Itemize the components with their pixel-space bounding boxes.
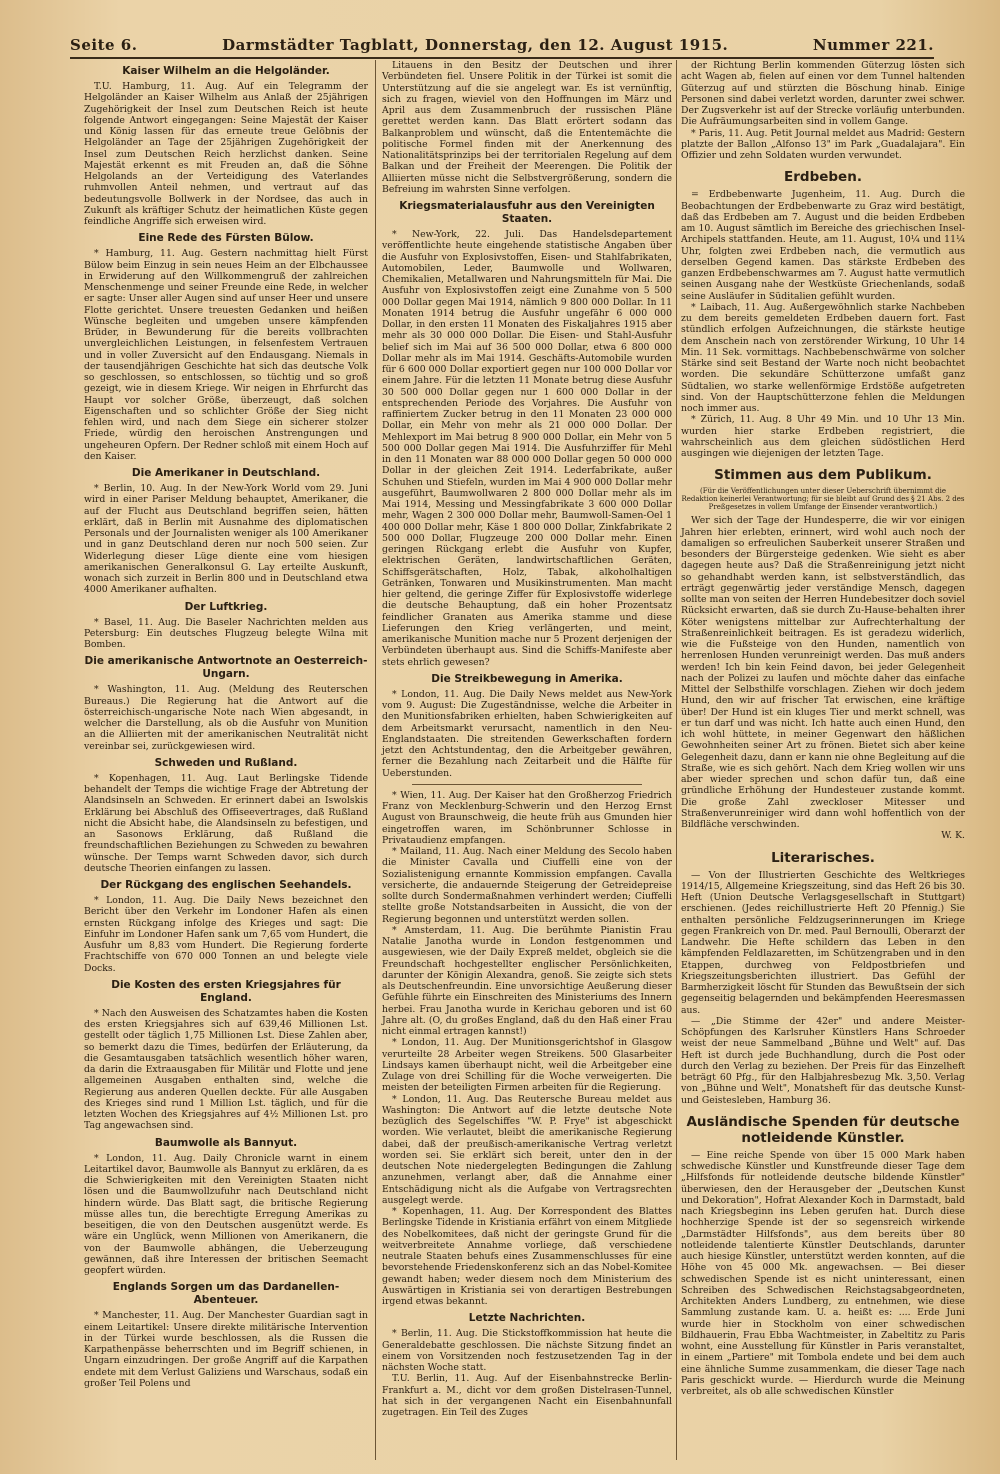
column-2 bbox=[382, 60, 672, 1418]
article-headline: Die Kosten des ersten Kriegsjahres für England. bbox=[111, 978, 341, 1004]
article-paragraph: * Basel, 11. Aug. Die Baseler Nachrichten melden aus Petersburg: Ein deutsches Flugzeug belegte Wilna mit Bomben. bbox=[84, 616, 368, 650]
article-paragraph: * Wien, 11. Aug. Der Kaiser hat den Großherzog Friedrich Franz von Mecklenburg-Schwerin und den Herzog Ernst August von Braunschweig, die heute früh aus Gmunden hier eingetroffen waren, im Schönbrunner Schlosse in Privataudienz empfangen. bbox=[382, 789, 672, 846]
article-headline: Stimmen aus dem Publikum. bbox=[714, 467, 932, 484]
article-headline: Schweden und Rußland. bbox=[154, 756, 298, 769]
article-paragraph: — Eine reiche Spende von über 15 000 Mark haben schwedische Künstler und Kunstfreunde dieser Tage dem „Hilfsfonds für notleidende deutsche bildende Künstler" überwiesen, den der Herausgeber der „Deutschen Kunst und Dekoration", Hofrat Alexander Koch in Darmstadt, bald nach Kriegsbeginn ins Leben gerufen hat. Durch diese hochherzige Spende ist der so segensreich wirkende „Darmstädter Hilfsfonds", aus dem bereits über 80 notleidende talentierte Künstler Deutschlands, darunter auch hiesige Künstler, unterstützt werden konnten, auf die Höhe von 45 000 Mk. angewachsen. — Bei dieser schwedischen Spende ist es nicht uninteressant, einen Schreiben des Schwedischen Reichstagsabgeordneten, Architekten Anders Lundberg, zu entnehmen, wie diese Sammlung zustande kam. U. a. heißt es: .... Erde Juni wurde hier in Stockholm von einer schwedischen Bildhauerin, Frau Ebba Wachtmeister, in Zabeltitz zu Paris wohnt, eine Ausstellung für Künstler in Paris veranstaltet, in einem „Partiere" mit Tombola endete und bei dem auch eine ähnliche Summe zusammenkam, die dieser Tage nach Paris geschickt wurde. — Hierdurch wurde die Meinung verbreitet, als ob alle schwedischen Künstler bbox=[681, 1149, 965, 1397]
newspaper-title: Darmstädter Tagblatt, Donnerstag, den 12. August 1915. bbox=[222, 36, 729, 54]
article-paragraph: * Zürich, 11. Aug. 8 Uhr 49 Min. und 10 Uhr 13 Min. wurden hier starke Erdbeben registriert, die wahrscheinlich aus dem gleichen südöstlichen Herd ausgingen wie diejenigen der letzten Tage. bbox=[681, 414, 965, 459]
article-headline: Kaiser Wilhelm an die Helgoländer. bbox=[122, 65, 330, 77]
article-headline: Englands Sorgen um das Dardanellen-Abenteuer. bbox=[112, 1281, 340, 1307]
article-paragraph: Litauens in den Besitz der Deutschen und ihrer Verbündeten fiel. Unsere Politik in der Türkei ist somit die Unterstützung auf die sie angelegt war. Es ist vernünftig, sich zu fragen, wieviel von den Hoffnungen im März und April aus dem Zusammenbruch der russischen Pläne gerettet werden kann. Das Blatt erörtert sodann das Balkanproblem und wünscht, daß die Ententemächte die politische Formel finden mit der Anerkennung des Nationalitätsprinzips bei der territorialen Regelung auf dem Balkan und der Freiheit der Meerengen. Die Politik der Alliierten müsse nicht die Selbstvergrößerung, sondern die Befreiung im wahrsten Sinne verfolgen. bbox=[382, 60, 672, 195]
article-headline: Kriegsmaterialausfuhr aus den Vereinigten Staaten. bbox=[399, 200, 655, 225]
article-paragraph: * Hamburg, 11. Aug. Gestern nachmittag hielt Fürst Bülow beim Einzug in sein neues Heim an der Elbchaussee in Erwiderung auf den Willkommengruß der zahlreichen Menschenmenge und seiner Freunde eine Rede, in welcher er sagte: Unser aller Augen sind auf unser Heer und unsere Flotte gerichtet. Unsere treuesten Gedanken und heißen Wünsche begleiten und umgeben unsere kämpfenden Brüder, in Bewunderung für die bereits vollbrachten unvergleichlichen Leistungen, in felsenfestem Vertrauen und in voller Zuversicht auf den Endausgang. Niemals in der tausendjährigen Geschichte hat sich das deutsche Volk so geschlossen, so entschlossen, so tüchtig und so groß gezeigt, wie in diesem Kriege. Wir neigen in Ehrfurcht das Haupt vor solcher Größe, überzeugt, daß solchen Eigenschaften und so schlichter Größe der Sieg nicht fehlen wird, und nach dem Siege ein sicherer stolzer Friede, würdig den heroischen Anstrengungen und ungeheuren Opfern. Der Redner schloß mit einem Hoch auf den Kaiser. bbox=[84, 248, 368, 462]
article-paragraph: * Manchester, 11. Aug. Der Manchester Guardian sagt in einem Leitartikel: Unsere direkte militärische Intervention in der Türkei wurde beschlossen, als die Russen die Karpathenpässe beherrschten und im Begriff schienen, in Ungarn einzudringen. Der große Angriff auf die Karpathen endete mit dem Verlust Galiziens und Warschaus, sodaß ein großer Teil Polens und bbox=[84, 1310, 368, 1389]
article-paragraph: * Amsterdam, 11. Aug. Die berühmte Pianistin Frau Natalie Janotha wurde in London festgenommen und ausgewiesen, wie der Daily Expreß meldet, obgleich sie die Freundschaft hochgestellter englischer Persönlichkeiten, darunter der Königin Alexandra, genoß. Sie zeigte sich stets als Deutschenfreundin. Eine unvorsichtige Aeußerung dieser Gefühle führte ein Einschreiten des Ministeriums des Innern herbei. Frau Janotha wurde in Kerichau geboren und ist 60 Jahre alt. (O, du großes England, daß du den Haß einer Frau nicht einmal ertragen kannst!) bbox=[382, 924, 672, 1037]
article-paragraph: * Mailand, 11. Aug. Nach einer Meldung des Secolo haben die Minister Cavalla und Ciuffelli eine von der Sozialistenigung ernannte Kommission empfangen. Cavalla versicherte, die andauernde Steigerung der Getreidepreise sollte durch Sondermaßnahmen verhindert werden; Ciuffelli stellte große Notstandsarbeiten in Aussicht, die von der Regierung begonnen und unterstützt werden sollen. bbox=[382, 846, 672, 925]
article-paragraph: — Von der Illustrierten Geschichte des Weltkrieges 1914/15, Allgemeine Kriegszeitung, sind das Heft 26 bis 30. Heft (Union Deutsche Verlagsgesellschaft in Stuttgart) erschienen. (Jedes reichillustrierte Heft 20 Pfennig.) Sie enthalten persönliche Feldzugserinnerungen im Kriege gegen Frankreich von Dr. med. Paul Bernoulli, Oberarzt der Landwehr. Die Hefte schildern das Leben in den kämpfenden Feldlazaretten, im Schützengraben und in den Etappen, durchweg von Feldpostbriefen und Kriegszeitungsberichten illustriert. Das Gefühl der Barmherzigkeit löscht für Stunden das Bewußtsein der sich gegenseitig belagernden und bekämpfenden Heeresmassen aus. bbox=[681, 869, 965, 1016]
article-headline: Die Amerikaner in Deutschland. bbox=[131, 467, 321, 479]
article-paragraph: * London, 11. Aug. Die Daily News meldet aus New-York vom 9. August: Die Zugeständnisse, welche die Arbeiter in den Munitionsfabriken erhielten, haben Schwierigkeiten auf dem Arbeitsmarkt verursacht, namentlich in den Neu-Englandstaaten. Die streitenden Gewerkschaften fordern jetzt den Achtstundentag, den die Arbeitgeber gewähren, ferner die Bezahlung nach Zeitarbeit und die Hälfte für Ueberstunden. bbox=[382, 688, 672, 779]
article-paragraph: * London, 11. Aug. Die Daily News bezeichnet den Bericht über den Verkehr im Londoner Hafen als einen ernsten Rückgang infolge des Krieges und sagt: Die Einfuhr im Londoner Hafen sank um 7,65 vom Hundert, die Ausfuhr um 8,83 vom Hundert. Die Regierung forderte Frachtschiffe von 670 000 Tonnen an und belegte viele Docks. bbox=[84, 895, 368, 974]
article-paragraph: * Berlin, 10. Aug. In der New-York World vom 29. Juni wird in einer Pariser Meldung behauptet, Amerikaner, die auf der Flucht aus Deutschland begriffen seien, hätten erklärt, daß in Berlin mit Ausnahme des diplomatischen Personals und der Journalisten weniger als 100 Amerikaner und in ganz Deutschland deren nur noch 500 seien. Zur Widerlegung dieser Lüge diente eine vom hiesigen amerikanischen Generalkonsul G. Lay erteilte Auskunft, wonach sich zurzeit in Berlin 800 und in Deutschland etwa 4000 Amerikaner aufhalten. bbox=[84, 483, 368, 596]
article-paragraph: * Paris, 11. Aug. Petit Journal meldet aus Madrid: Gestern platzte der Ballon „Alfonso 13" im Park „Guadalajara". Ein Offizier und zehn Soldaten wurden verwundet. bbox=[681, 127, 965, 161]
article-headline: Baumwolle als Bannyut. bbox=[154, 1136, 298, 1149]
article-separator bbox=[412, 784, 642, 785]
article-headline: Der Rückgang des englischen Seehandels. bbox=[100, 879, 352, 891]
article-headline: Literarisches. bbox=[771, 849, 875, 866]
article-headline: Erdbeben. bbox=[784, 169, 862, 186]
issue-number: Nummer 221. bbox=[812, 36, 934, 54]
article-paragraph: T.U. Hamburg, 11. Aug. Auf ein Telegramm der Helgoländer an Kaiser Wilhelm aus Anlaß der 25jährigen Zugehörigkeit der Insel zum Deutschen Reich ist heute folgende Antwort eingegangen: Seine Majestät der Kaiser und König lassen für das erneute treue Gelöbnis der Helgoländer an Tage der 25jährigen Zugehörigkeit der Insel zum Deutschen Reich herzlichst danken. Seine Majestät erkennt es mit Freuden an, daß die Söhne Helgolands an der Verteidigung des Vaterlandes ruhmvollen Anteil nehmen, und vertraut auf das bedeutungsvolle Bollwerk in der Nordsee, das auch in Zukunft als kräftiger Schutz der heimatlichen Küste gegen feindliche Angriffe sich erweisen wird. bbox=[84, 81, 368, 227]
article-headline: Die amerikanische Antwortnote an Oesterreich-Ungarn. bbox=[84, 655, 368, 681]
column-rule bbox=[375, 60, 376, 1460]
article-paragraph: * Berlin, 11. Aug. Die Stickstoffkommission hat heute die Generaldebatte geschlossen. Die nächste Sitzung findet an einem von Vorsitzenden noch festzusetzenden Tag in der nächsten Woche statt. bbox=[382, 1328, 672, 1373]
column-rule bbox=[676, 60, 677, 1460]
article-paragraph: * Washington, 11. Aug. (Meldung des Reuterschen Bureaus.) Die Regierung hat die Antwort auf die österreichisch-ungarische Note nach Wien abgesandt, in welcher die Darstellung, als ob die Ausfuhr von Munition an die Alliierten mit der amerikanischen Neutralität nicht vereinbar sei, zurückgewiesen wird. bbox=[84, 684, 368, 752]
article-headline: Letzte Nachrichten. bbox=[468, 1312, 586, 1325]
article-paragraph: * Kopenhagen, 11. Aug. Der Korrespondent des Blattes Berlingske Tidende in Kristiania erfährt von einem Mitgliede des Nobelkomitees, daß nicht der geringste Grund für die weitverbreitete Annahme vorliege, daß verschiedene neutrale Staaten behufs eines Zusammenschlusses für eine bevorstehende Friedenskonferenz sich an das Nobel-Komitee gewandt haben; weder diesem noch dem Ministerium des Auswärtigen in Kristiania sei von derartigen Bestrebungen irgend etwas bekannt. bbox=[382, 1206, 672, 1307]
column-3 bbox=[681, 60, 965, 1397]
editorial-note: (Für die Veröffentlichungen unter dieser Ueberschrift übernimmt die Redaktion keinerlei Verantwortung; für sie bleibt auf Grund des § 21 Abs. 2 des Preßgesetzes in vollem Umfange der Einsender verantwortlich.) bbox=[681, 487, 965, 512]
article-headline: Der Luftkrieg. bbox=[184, 600, 268, 613]
article-paragraph: T.U. Berlin, 11. Aug. Auf der Eisenbahnstrecke Berlin-Frankfurt a. M., dicht vor dem großen Distelrasen-Tunnel, hat sich in der vergangenen Nacht ein Eisenbahnunfall zugetragen. Ein Teil des Zuges bbox=[382, 1373, 672, 1418]
article-paragraph: * London, 11. Aug. Daily Chronicle warnt in einem Leitartikel davor, Baumwolle als Bannyut zu erklären, da es die Schwierigkeiten mit den Vereinigten Staaten nicht lösen und die Baumwollzufuhr nach Deutschland nicht hindern würde. Das Blatt sagt, die britische Regierung müsse alles tun, die berechtigte Erregung Amerikas zu beseitigen, die von den Deutschen ausgenützt werde. Es wäre ein Unglück, wenn Millionen von Amerikanern, die von der Baumwolle abhängen, die Ueberzeugung gewännen, daß ihre Interessen der britischen Seemacht geopfert würden. bbox=[84, 1152, 368, 1276]
article-headline: Ausländische Spenden für deutsche notleidende Künstler. bbox=[686, 1113, 960, 1146]
article-headline: Die Streikbewegung in Amerika. bbox=[431, 672, 623, 685]
article-paragraph: = Erdbebenwarte Jugenheim, 11. Aug. Durch die Beobachtungen der Erdbebenwarte zu Graz wird bestätigt, daß das Erdbeben am 7. August und die beiden Erdbeben am 10. August sämtlich im Bereiche des griechischen Insel-Archipels stattfanden. Heute, am 11. August, 10¼ und 11¼ Uhr, folgten zwei Erdbeben nach, die vermutlich aus derselben Gegend kamen. Das stärkste Erdbeben des ganzen Erdbebenschwarmes am 7. August hatte vermutlich seinen Ausgang nahe der Westküste Griechenlands, sodaß seine Ausläufer in Süditalien gefühlt wurden. bbox=[681, 189, 965, 302]
author-signature: W. K. bbox=[941, 830, 965, 842]
page-number: Seite 6. bbox=[70, 36, 138, 54]
article-paragraph: * London, 11. Aug. Der Munitionsgerichtshof in Glasgow verurteilte 28 Arbeiter wegen Streikens. 500 Glasarbeiter Lindsays kamen überhaupt nicht, weil die Arbeitgeber eine Zulage von drei Schilling für die Woche verweigerten. Die meisten der beteiligten Firmen arbeiten für die Regierung. bbox=[382, 1037, 672, 1094]
column-1 bbox=[84, 60, 368, 1389]
article-paragraph: * Kopenhagen, 11. Aug. Laut Berlingske Tidende behandelt der Temps die wichtige Frage der Abtretung der Alandsinseln an Schweden. Er erinnert dabei an Iswolskis Erklärung bei Abschluß des Offiseevertrages, daß Rußland nicht die Absicht habe, die Alandsinseln zu befestigen, und an Sasonows Erklärung, daß Rußland die freundschaftlichen Beziehungen zu Schweden zu bewahren wünsche. Der Temps warnt Schweden davor, sich durch deutsche Theorien einfangen zu lassen. bbox=[84, 772, 368, 874]
article-paragraph: * New-York, 22. Juli. Das Handelsdepartement veröffentlichte heute eingehende statistische Angaben über die Ausfuhr von Explosivstoffen, Eisen- und Stahlfabrikaten, Automobilen, Leder, Baumwolle und Wollwaren, Chemikalien, Metallwaren und Nahrungsmitteln für Mai. Die Ausfuhr von Explosivstoffen zeigt eine Zunahme von 5 500 000 Dollar gegen Mai 1914, nämlich 9 800 000 Dollar. In 11 Monaten 1914 betrug die Ausfuhr ungefähr 6 000 000 Dollar, in den ersten 11 Monaten des Fiskaljahres 1915 aber mehr als 30 000 000 Dollar. Die Eisen- und Stahl-Ausfuhr belief sich im Mai auf 36 500 000 Dollar, etwa 6 800 000 Dollar mehr als im Mai 1914. Geschäfts-Automobile wurden für 6 600 000 Dollar exportiert gegen nur 100 000 Dollar vor einem Jahre. Für die letzten 11 Monate betrug diese Ausfuhr 30 500 000 Dollar gegen nur 1 600 000 Dollar in der entsprechenden Periode des Vorjahres. Die Ausfuhr von raffiniertem Zucker betrug in den 11 Monaten 23 000 000 Dollar, ein Mehr von mehr als 21 000 000 Dollar. Der Mehlexport im Mai betrug 8 900 000 Dollar, ein Mehr von 5 500 000 Dollar gegen Mai 1914. Die Ausfuhrziffer für Mehl in den 11 Monaten war 88 000 000 Dollar gegen 50 000 000 Dollar in der gleichen Zeit 1914. Lederfabrikate, außer Schuhen und Stiefeln, wurden im Mai 4 900 000 Dollar mehr ausgeführt, Baumwollwaren 2 800 000 Dollar mehr als im Mai 1914, Messing und Messingfabrikate 3 600 000 Dollar mehr, Wagen 2 300 000 Dollar mehr, Baumwoll-Samen-Oel 1 400 000 Dollar mehr, Käse 1 800 000 Dollar, Zinkfabrikate 2 500 000 Dollar, Flugzeuge 200 000 Dollar mehr. Einen geringen Rückgang erlebt die Ausfuhr von Kupfer, elektrischen Geräten, landwirtschaftlichen Geräten, Schiffsgerätschaften, Holz, Tabak, alkoholhaltigen Getränken, Tonwaren und Musikinstrumenten. Man macht hier geltend, die geringe Ziffer für Explosivstoffe widerlege die deutsche Behauptung, daß ein hoher Prozentsatz feindlicher Granaten aus Amerika stamme und diese Lieferungen den Krieg verlängerten, und meint, amerikanische Munition mache nur 5 Prozent derjenigen der Verbündeten überhaupt aus. Sind die Schiffs-Manifeste aber stets ehrlich gewesen? bbox=[382, 229, 672, 668]
article-headline: Eine Rede des Fürsten Bülow. bbox=[138, 232, 314, 245]
article-paragraph: * Laibach, 11. Aug. Außergewöhnlich starke Nachbeben zu dem bereits gemeldeten Erdbeben dauern fort. Fast stündlich erfolgen Aufzeichnungen, die stärkste heutige dem Anschein nach von zerstörender Wirkung, 10 Uhr 14 Min. 11 Sek. vormittags. Nachbebenschwärme von solcher Stärke sind seit Bestand der Warte noch nicht beobachtet worden. Die sekundäre Schütterzone umfaßt ganz Südtalien, wo starke wellenförmige Erdstöße aufgetreten sind. Von der Hauptschütterzone fehlen die Meldungen noch immer aus. bbox=[681, 301, 965, 414]
article-paragraph: * Nach den Ausweisen des Schatzamtes haben die Kosten des ersten Kriegsjahres sich auf 639,46 Millionen Lst. gestellt oder täglich 1,75 Millionen Lst. Diese Zahlen aber, so bemerkt dazu die Times, bedürfen der Erläuterung, da die Gesamtausgaben tatsächlich wesentlich höher waren, da darin die Extraausgaben für Militär und Flotte und jene allgemeinen Ausgaben enthalten sind, welche die Regierung aus anderen Quellen deckte. Für alle Ausgaben des Krieges sind rund 1 Million Lst. täglich, und für die letzten Wochen des Kriegsjahres auf 4½ Millionen Lst. pro Tag angewachsen sind. bbox=[84, 1007, 368, 1132]
article-paragraph: Wer sich der Tage der Hundesperre, die wir vor einigen Jahren hier erlebten, erinnert, wird wohl auch noch der damaligen so erfreulichen Sauberkeit unserer Straßen und besonders der Bürgersteige gedenken. Wie sieht es aber dagegen heute aus? Daß die Straßenreinigung jetzt nicht so gehandhabt werden kann, ist selbstverständlich, das erträgt gegenwärtig jeder verständige Mensch, dagegen sollte man von seiten der Herren Hundebesitzer doch soviel Rücksicht erwarten, daß sie durch Zu-Hause-behalten ihrer Köter wenigstens mittelbar zur Aufrechterhaltung der Straßenreinlichkeit beitragen. Es ist geradezu widerlich, wie die Fußsteige von den Hunden, namentlich von herrenlosen Hunden verunreinigt werden. Das muß anders werden! Ich bin kein Feind davon, bei jeder Gelegenheit nach der Polizei zu laufen und möchte daher das einfache Mittel der Selbsthilfe vorschlagen. Ziehen wir doch jedem Hund, den wir auf frischer Tat erwischen, eine kräftige über! Der Hund ist ein kluges Tier und merkt schnell, was er tun darf und was nicht. Ich hatte auch einen Hund, den ich wohl hüttete, in meiner Gegenwart den häßlichen Gewohnheiten seiner Art zu frönen. Bietet sich aber keine Gelegenheit dazu, dann er kann nie ohne Begleitung auf die Straße, wie es sich gehört. Nach dem Krieg wollen wir uns aber wieder sprechen und schon dafür tun, daß eine gründliche Erhöhung der Hundesteuer zustande kommt. Die große Zahl zweckloser Mitesser und Straßenverunreiniger wird dann wohl hoffentlich von der Bildfläche verschwinden. bbox=[681, 515, 965, 830]
article-paragraph: — „Die Stimme der 42er" und andere Meister-Schöpfungen des Karlsruher Künstlers Hans Schroeder weist der neue Sammelband „Bühne und Welt" auf. Das Heft ist durch jede Buchhandlung, durch die Post oder durch den Verlag zu beziehen. Der Preis für das Einzelheft beträgt 60 Pfg., für den Halbjahresbezug Mk. 3,50. Verlag von „Bühne und Welt", Monatsheft für das deutsche Kunst- und Geistesleben, Hamburg 36. bbox=[681, 1015, 965, 1106]
article-paragraph: der Richtung Berlin kommenden Güterzug lösten sich acht Wagen ab, fielen auf einen vor dem Tunnel haltenden Güterzug auf und stürzten die Böschung hinab. Einige Personen sind dabei verletzt worden, darunter zwei schwer. Der Zugsverkehr ist auf der Strecke vorläufig unterbunden. Die Aufräumungsarbeiten sind in vollem Gange. bbox=[681, 60, 965, 128]
article-paragraph: * London, 11. Aug. Das Reutersche Bureau meldet aus Washington: Die Antwort auf die letzte deutsche Note bezüglich des Segelschiffes "W. P. Frye" ist abgeschickt worden. Wie verlautet, bleibt die amerikanische Regierung dabei, daß der preußisch-amerikanische Vertrag verletzt worden sei. Sie erklärt sich bereit, unter den in der deutschen Note niedergelegten Bedingungen die Zahlung anzunehmen, verlangt aber, daß die Annahme einer Entschädigung nicht als die Aufgabe von Vertragsrechten ausgelegt werde. bbox=[382, 1093, 672, 1206]
masthead bbox=[70, 30, 934, 59]
